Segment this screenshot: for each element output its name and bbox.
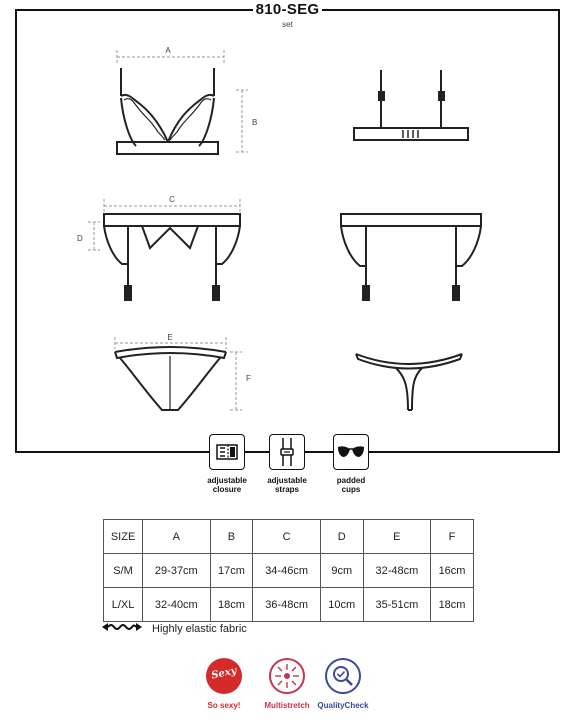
table-cell: 34-46cm [253,554,320,588]
sexy-logo-text: Sexy [210,665,238,682]
table-cell: S/M [104,554,143,588]
size-table-header-row [104,520,474,554]
elastic-fabric-note [100,621,247,636]
size-table-header-cell: C [253,520,320,554]
feature-label-line1: adjustable [207,476,247,485]
bra-back-drawing [354,70,468,140]
table-cell: 36-48cm [253,588,320,622]
bra-front-drawing [117,68,218,154]
size-table [103,519,474,622]
feature-label-line2: closure [212,485,242,494]
quality-check-icon [325,658,361,694]
table-cell: 32-40cm [143,588,210,622]
padded-cups-icon [333,434,369,470]
feature-adjustable-closure [197,434,257,494]
thong-back-drawing [356,354,462,410]
garter-belt-back-drawing [341,214,481,300]
table-row [104,588,474,622]
table-cell: 17cm [210,554,253,588]
dimension-b [236,90,248,152]
feature-adjustable-straps [257,434,317,494]
badge-label: So sexy! [207,701,241,710]
dimension-label-a: A [165,46,171,55]
badge-multistretch [256,658,318,710]
table-cell: 9cm [320,554,363,588]
table-row [104,554,474,588]
size-table-header-cell: F [431,520,474,554]
thong-front-drawing [115,347,226,410]
dimension-label-e: E [167,333,173,342]
hook-closure-icon [209,434,245,470]
dimension-label-f: F [246,374,251,383]
size-table-header-cell: D [320,520,363,554]
elastic-arrows-icon [100,621,144,636]
table-cell: 35-51cm [363,588,430,622]
table-cell: L/XL [104,588,143,622]
sexy-logo-icon [206,658,242,694]
size-table-header-cell: SIZE [104,520,143,554]
table-cell: 32-48cm [363,554,430,588]
table-cell: 16cm [431,554,474,588]
table-cell: 18cm [431,588,474,622]
dimension-d [88,222,100,250]
dimension-f [230,352,242,410]
feature-label-line2: cups [341,485,361,494]
size-table-header-cell: A [143,520,210,554]
dimension-label-c: C [169,195,175,204]
feature-label-line1: padded [336,476,366,485]
badge-so-sexy [193,658,255,710]
frame-border [16,10,559,452]
feature-padded-cups [321,434,381,494]
badge-label: Multistretch [264,701,310,710]
strap-slider-icon [269,434,305,470]
table-cell: 29-37cm [143,554,210,588]
garter-belt-front-drawing [104,214,240,300]
elastic-fabric-text: Highly elastic fabric [152,622,247,635]
dimension-label-d: D [77,234,83,243]
size-table-header-cell: B [210,520,253,554]
product-type: set [282,20,293,29]
table-cell: 18cm [210,588,253,622]
multistretch-icon [269,658,305,694]
dimension-label-b: B [252,118,258,127]
table-cell: 10cm [320,588,363,622]
product-code: 810-SEG [255,1,320,18]
size-table-header-cell: E [363,520,430,554]
badge-label: QualityCheck [317,701,369,710]
feature-label-line2: straps [274,485,299,494]
badge-quality-check [312,658,374,710]
feature-label-line1: adjustable [267,476,307,485]
